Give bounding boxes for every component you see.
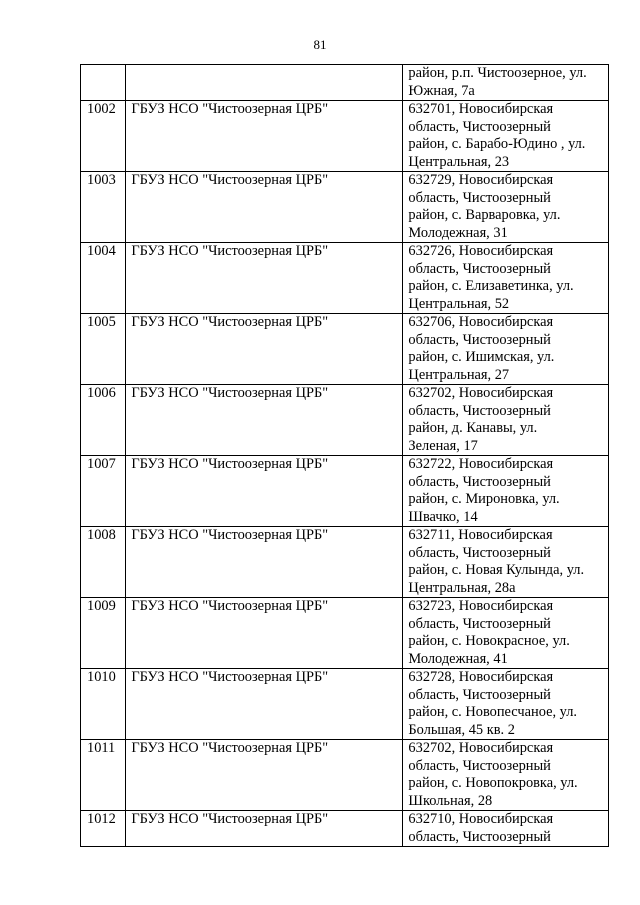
page-number: 81 xyxy=(313,37,327,52)
row-number-cell: 1007 xyxy=(81,456,126,527)
facility-table xyxy=(80,64,609,847)
table-row xyxy=(81,314,609,385)
address-cell: 632726, Новосибирская область, Чистоозерный район, с. Елизаветинка, ул. Центральная, 52 xyxy=(403,243,609,314)
address-cell: 632702, Новосибирская область, Чистоозерный район, д. Канавы, ул. Зеленая, 17 xyxy=(403,385,609,456)
row-number-cell: 1002 xyxy=(81,101,126,172)
address-cell: 632722, Новосибирская область, Чистоозерный район, с. Мироновка, ул. Швачко, 14 xyxy=(403,456,609,527)
organization-cell: ГБУЗ НСО "Чистоозерная ЦРБ" xyxy=(126,740,403,811)
address-cell: 632728, Новосибирская область, Чистоозерный район, с. Новопесчаное, ул. Большая, 45 кв. 2 xyxy=(403,669,609,740)
address-cell: 632723, Новосибирская область, Чистоозерный район, с. Новокрасное, ул. Молодежная, 41 xyxy=(403,598,609,669)
organization-cell: ГБУЗ НСО "Чистоозерная ЦРБ" xyxy=(126,811,403,847)
organization-cell: ГБУЗ НСО "Чистоозерная ЦРБ" xyxy=(126,101,403,172)
table-row xyxy=(81,598,609,669)
address-cell: 632710, Новосибирская область, Чистоозерный xyxy=(403,811,609,847)
organization-cell: ГБУЗ НСО "Чистоозерная ЦРБ" xyxy=(126,527,403,598)
table-row xyxy=(81,456,609,527)
organization-cell: ГБУЗ НСО "Чистоозерная ЦРБ" xyxy=(126,669,403,740)
table-row xyxy=(81,101,609,172)
organization-cell xyxy=(126,65,403,101)
row-number-cell: 1009 xyxy=(81,598,126,669)
address-cell: 632706, Новосибирская область, Чистоозерный район, с. Ишимская, ул. Центральная, 27 xyxy=(403,314,609,385)
organization-cell: ГБУЗ НСО "Чистоозерная ЦРБ" xyxy=(126,314,403,385)
row-number-cell: 1003 xyxy=(81,172,126,243)
address-cell: 632701, Новосибирская область, Чистоозерный район, с. Барабо-Юдино , ул. Центральная, 23 xyxy=(403,101,609,172)
organization-cell: ГБУЗ НСО "Чистоозерная ЦРБ" xyxy=(126,598,403,669)
table-row xyxy=(81,243,609,314)
row-number-cell: 1011 xyxy=(81,740,126,811)
table-row xyxy=(81,740,609,811)
address-cell: 632711, Новосибирская область, Чистоозерный район, с. Новая Кулында, ул. Центральная, 28а xyxy=(403,527,609,598)
row-number-cell: 1004 xyxy=(81,243,126,314)
row-number-cell xyxy=(81,65,126,101)
organization-cell: ГБУЗ НСО "Чистоозерная ЦРБ" xyxy=(126,385,403,456)
organization-cell: ГБУЗ НСО "Чистоозерная ЦРБ" xyxy=(126,243,403,314)
table-row xyxy=(81,527,609,598)
organization-cell: ГБУЗ НСО "Чистоозерная ЦРБ" xyxy=(126,172,403,243)
table-row xyxy=(81,385,609,456)
row-number-cell: 1012 xyxy=(81,811,126,847)
table-row xyxy=(81,65,609,101)
table-row xyxy=(81,811,609,847)
organization-cell: ГБУЗ НСО "Чистоозерная ЦРБ" xyxy=(126,456,403,527)
row-number-cell: 1005 xyxy=(81,314,126,385)
row-number-cell: 1010 xyxy=(81,669,126,740)
address-cell: 632702, Новосибирская область, Чистоозерный район, с. Новопокровка, ул. Школьная, 28 xyxy=(403,740,609,811)
table-row xyxy=(81,172,609,243)
address-cell: район, р.п. Чистоозерное, ул. Южная, 7а xyxy=(403,65,609,101)
table-row xyxy=(81,669,609,740)
row-number-cell: 1008 xyxy=(81,527,126,598)
row-number-cell: 1006 xyxy=(81,385,126,456)
address-cell: 632729, Новосибирская область, Чистоозерный район, с. Варваровка, ул. Молодежная, 31 xyxy=(403,172,609,243)
